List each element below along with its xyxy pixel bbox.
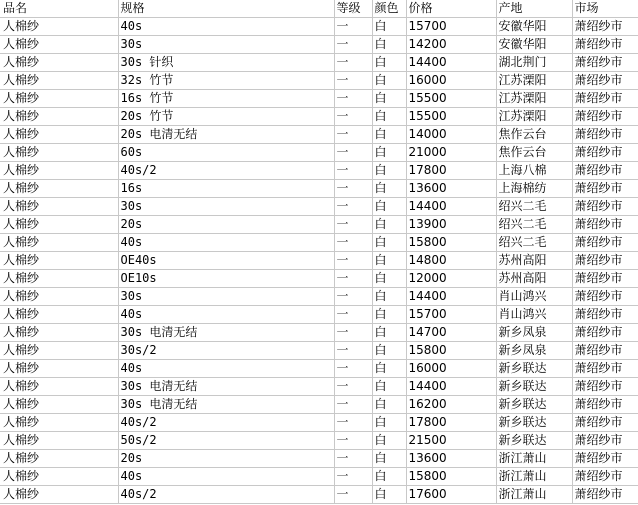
cell-origin[interactable]: 肖山鸿兴 xyxy=(496,306,572,324)
table-row xyxy=(0,72,638,90)
cell-spec[interactable]: 20s 电清无结 xyxy=(118,126,334,144)
cell-price[interactable]: 14700 xyxy=(406,324,496,342)
cell-spec[interactable]: 30s 针织 xyxy=(118,54,334,72)
cell-spec[interactable]: 30s xyxy=(118,288,334,306)
cell-color[interactable]: 白 xyxy=(372,306,406,324)
cell-grade[interactable]: 一 xyxy=(334,306,372,324)
cell-origin[interactable]: 江苏溧阳 xyxy=(496,90,572,108)
table-row xyxy=(0,468,638,486)
cell-spec[interactable]: 30s 电清无结 xyxy=(118,396,334,414)
cell-color[interactable]: 白 xyxy=(372,162,406,180)
cell-name[interactable]: 人棉纱 xyxy=(0,486,118,504)
cell-name[interactable]: 人棉纱 xyxy=(0,360,118,378)
cell-market[interactable]: 萧绍纱市 xyxy=(572,414,638,432)
cell-origin[interactable]: 新乡联达 xyxy=(496,396,572,414)
cell-color[interactable]: 白 xyxy=(372,432,406,450)
cell-market[interactable]: 萧绍纱市 xyxy=(572,288,638,306)
cell-color[interactable]: 白 xyxy=(372,144,406,162)
header-market[interactable]: 市场 xyxy=(572,0,638,18)
table-row xyxy=(0,270,638,288)
cell-price[interactable]: 14800 xyxy=(406,252,496,270)
cell-price[interactable]: 16000 xyxy=(406,360,496,378)
cell-origin[interactable]: 焦作云台 xyxy=(496,126,572,144)
cell-price[interactable]: 21500 xyxy=(406,432,496,450)
cell-spec[interactable]: 40s/2 xyxy=(118,486,334,504)
cell-spec[interactable]: 20s xyxy=(118,216,334,234)
cell-spec[interactable]: 40s xyxy=(118,360,334,378)
cell-origin[interactable]: 上海棉纺 xyxy=(496,180,572,198)
cell-name[interactable]: 人棉纱 xyxy=(0,90,118,108)
cell-color[interactable]: 白 xyxy=(372,126,406,144)
cell-color[interactable]: 白 xyxy=(372,108,406,126)
cell-name[interactable]: 人棉纱 xyxy=(0,432,118,450)
cell-color[interactable]: 白 xyxy=(372,252,406,270)
cell-spec[interactable]: 40s xyxy=(118,468,334,486)
cell-grade[interactable]: 一 xyxy=(334,450,372,468)
table-row xyxy=(0,162,638,180)
cell-origin[interactable]: 绍兴二毛 xyxy=(496,198,572,216)
cell-grade[interactable]: 一 xyxy=(334,18,372,36)
cell-color[interactable]: 白 xyxy=(372,216,406,234)
cell-name[interactable]: 人棉纱 xyxy=(0,216,118,234)
cell-price[interactable]: 17800 xyxy=(406,414,496,432)
cell-origin[interactable]: 江苏溧阳 xyxy=(496,72,572,90)
cell-grade[interactable]: 一 xyxy=(334,378,372,396)
table-body xyxy=(0,18,638,504)
cell-market[interactable]: 萧绍纱市 xyxy=(572,450,638,468)
cell-price[interactable]: 17800 xyxy=(406,162,496,180)
cell-price[interactable]: 16000 xyxy=(406,72,496,90)
cell-color[interactable]: 白 xyxy=(372,324,406,342)
cell-price[interactable]: 14400 xyxy=(406,54,496,72)
table-row xyxy=(0,378,638,396)
table-row xyxy=(0,180,638,198)
table-row xyxy=(0,396,638,414)
cell-origin[interactable]: 浙江萧山 xyxy=(496,450,572,468)
cell-name[interactable]: 人棉纱 xyxy=(0,162,118,180)
cell-name[interactable]: 人棉纱 xyxy=(0,72,118,90)
cell-market[interactable]: 萧绍纱市 xyxy=(572,180,638,198)
cell-price[interactable]: 14400 xyxy=(406,198,496,216)
cell-grade[interactable]: 一 xyxy=(334,468,372,486)
cell-origin[interactable]: 焦作云台 xyxy=(496,144,572,162)
cell-market[interactable]: 萧绍纱市 xyxy=(572,252,638,270)
cell-grade[interactable]: 一 xyxy=(334,72,372,90)
cell-name[interactable]: 人棉纱 xyxy=(0,180,118,198)
cell-price[interactable]: 13900 xyxy=(406,216,496,234)
table-row xyxy=(0,432,638,450)
cell-name[interactable]: 人棉纱 xyxy=(0,36,118,54)
cell-origin[interactable]: 肖山鸿兴 xyxy=(496,288,572,306)
cell-name[interactable]: 人棉纱 xyxy=(0,378,118,396)
table-row xyxy=(0,216,638,234)
cell-price[interactable]: 15800 xyxy=(406,468,496,486)
cell-market[interactable]: 萧绍纱市 xyxy=(572,162,638,180)
cell-market[interactable]: 萧绍纱市 xyxy=(572,432,638,450)
cell-color[interactable]: 白 xyxy=(372,90,406,108)
cell-market[interactable]: 萧绍纱市 xyxy=(572,144,638,162)
cell-market[interactable]: 萧绍纱市 xyxy=(572,36,638,54)
table-row xyxy=(0,234,638,252)
header-origin[interactable]: 产地 xyxy=(496,0,572,18)
cell-grade[interactable]: 一 xyxy=(334,324,372,342)
cell-spec[interactable]: 40s/2 xyxy=(118,162,334,180)
cell-market[interactable]: 萧绍纱市 xyxy=(572,396,638,414)
cell-origin[interactable]: 浙江萧山 xyxy=(496,486,572,504)
cell-spec[interactable]: 30s/2 xyxy=(118,342,334,360)
cell-market[interactable]: 萧绍纱市 xyxy=(572,216,638,234)
table-row xyxy=(0,486,638,504)
cell-price[interactable]: 13600 xyxy=(406,450,496,468)
cell-price[interactable]: 15800 xyxy=(406,342,496,360)
cell-grade[interactable]: 一 xyxy=(334,126,372,144)
cell-market[interactable]: 萧绍纱市 xyxy=(572,126,638,144)
cell-market[interactable]: 萧绍纱市 xyxy=(572,306,638,324)
cell-market[interactable]: 萧绍纱市 xyxy=(572,270,638,288)
cell-price[interactable]: 14400 xyxy=(406,378,496,396)
header-grade[interactable]: 等级 xyxy=(334,0,372,18)
cell-spec[interactable]: 40s xyxy=(118,306,334,324)
cell-market[interactable]: 萧绍纱市 xyxy=(572,234,638,252)
cell-grade[interactable]: 一 xyxy=(334,144,372,162)
cell-origin[interactable]: 新乡凤泉 xyxy=(496,324,572,342)
cell-name[interactable]: 人棉纱 xyxy=(0,252,118,270)
cell-price[interactable]: 14400 xyxy=(406,288,496,306)
cell-spec[interactable]: 50s/2 xyxy=(118,432,334,450)
cell-origin[interactable]: 上海八棉 xyxy=(496,162,572,180)
cell-color[interactable]: 白 xyxy=(372,270,406,288)
cell-spec[interactable]: 16s xyxy=(118,180,334,198)
cell-grade[interactable]: 一 xyxy=(334,396,372,414)
cell-name[interactable]: 人棉纱 xyxy=(0,396,118,414)
cell-price[interactable]: 16200 xyxy=(406,396,496,414)
cell-grade[interactable]: 一 xyxy=(334,216,372,234)
cell-market[interactable]: 萧绍纱市 xyxy=(572,486,638,504)
table-row xyxy=(0,198,638,216)
cell-market[interactable]: 萧绍纱市 xyxy=(572,54,638,72)
cell-spec[interactable]: 40s/2 xyxy=(118,414,334,432)
cell-origin[interactable]: 新乡联达 xyxy=(496,414,572,432)
cell-origin[interactable]: 新乡凤泉 xyxy=(496,342,572,360)
cell-origin[interactable]: 绍兴二毛 xyxy=(496,216,572,234)
cell-color[interactable]: 白 xyxy=(372,342,406,360)
cell-spec[interactable]: 60s xyxy=(118,144,334,162)
cell-grade[interactable]: 一 xyxy=(334,414,372,432)
cell-spec[interactable]: 30s 电清无结 xyxy=(118,378,334,396)
cell-origin[interactable]: 苏州高阳 xyxy=(496,270,572,288)
cell-name[interactable]: 人棉纱 xyxy=(0,18,118,36)
cell-origin[interactable]: 安徽华阳 xyxy=(496,18,572,36)
cell-grade[interactable]: 一 xyxy=(334,252,372,270)
cell-price[interactable]: 15500 xyxy=(406,108,496,126)
cell-price[interactable]: 15500 xyxy=(406,90,496,108)
cell-market[interactable]: 萧绍纱市 xyxy=(572,342,638,360)
cell-market[interactable]: 萧绍纱市 xyxy=(572,108,638,126)
cell-name[interactable]: 人棉纱 xyxy=(0,234,118,252)
cell-spec[interactable]: 20s 竹节 xyxy=(118,108,334,126)
cell-grade[interactable]: 一 xyxy=(334,234,372,252)
cell-grade[interactable]: 一 xyxy=(334,342,372,360)
cell-color[interactable]: 白 xyxy=(372,36,406,54)
cell-spec[interactable]: 40s xyxy=(118,18,334,36)
table-row xyxy=(0,144,638,162)
table-row xyxy=(0,90,638,108)
table-row xyxy=(0,414,638,432)
cell-price[interactable]: 15700 xyxy=(406,18,496,36)
cell-name[interactable]: 人棉纱 xyxy=(0,270,118,288)
cell-color[interactable]: 白 xyxy=(372,72,406,90)
cell-origin[interactable]: 苏州高阳 xyxy=(496,252,572,270)
cell-price[interactable]: 21000 xyxy=(406,144,496,162)
cell-name[interactable]: 人棉纱 xyxy=(0,414,118,432)
table-row xyxy=(0,360,638,378)
cell-color[interactable]: 白 xyxy=(372,54,406,72)
table-row xyxy=(0,306,638,324)
table-row xyxy=(0,450,638,468)
cell-market[interactable]: 萧绍纱市 xyxy=(572,468,638,486)
cell-name[interactable]: 人棉纱 xyxy=(0,342,118,360)
cell-grade[interactable]: 一 xyxy=(334,180,372,198)
cell-spec[interactable]: 20s xyxy=(118,450,334,468)
cell-color[interactable]: 白 xyxy=(372,468,406,486)
cell-origin[interactable]: 绍兴二毛 xyxy=(496,234,572,252)
cell-spec[interactable]: 32s 竹节 xyxy=(118,72,334,90)
cell-origin[interactable]: 浙江萧山 xyxy=(496,468,572,486)
cell-color[interactable]: 白 xyxy=(372,396,406,414)
cell-name[interactable]: 人棉纱 xyxy=(0,198,118,216)
cell-grade[interactable]: 一 xyxy=(334,288,372,306)
cell-name[interactable]: 人棉纱 xyxy=(0,54,118,72)
cell-color[interactable]: 白 xyxy=(372,414,406,432)
cell-color[interactable]: 白 xyxy=(372,18,406,36)
cell-grade[interactable]: 一 xyxy=(334,486,372,504)
table-row xyxy=(0,126,638,144)
cell-name[interactable]: 人棉纱 xyxy=(0,126,118,144)
cell-name[interactable]: 人棉纱 xyxy=(0,288,118,306)
cell-color[interactable]: 白 xyxy=(372,378,406,396)
cell-price[interactable]: 15700 xyxy=(406,306,496,324)
cell-origin[interactable]: 新乡联达 xyxy=(496,378,572,396)
cell-market[interactable]: 萧绍纱市 xyxy=(572,90,638,108)
table-row xyxy=(0,36,638,54)
table-row xyxy=(0,288,638,306)
cell-grade[interactable]: 一 xyxy=(334,36,372,54)
table-row xyxy=(0,18,638,36)
cell-spec[interactable]: 30s xyxy=(118,36,334,54)
cell-spec[interactable]: 40s xyxy=(118,234,334,252)
cell-grade[interactable]: 一 xyxy=(334,432,372,450)
cell-market[interactable]: 萧绍纱市 xyxy=(572,360,638,378)
cell-color[interactable]: 白 xyxy=(372,288,406,306)
table-row xyxy=(0,108,638,126)
cell-origin[interactable]: 新乡联达 xyxy=(496,432,572,450)
cell-color[interactable]: 白 xyxy=(372,360,406,378)
cell-spec[interactable]: OE40s xyxy=(118,252,334,270)
header-spec[interactable]: 规格 xyxy=(118,0,334,18)
cell-spec[interactable]: 16s 竹节 xyxy=(118,90,334,108)
cell-color[interactable]: 白 xyxy=(372,486,406,504)
cell-price[interactable]: 17600 xyxy=(406,486,496,504)
cell-grade[interactable]: 一 xyxy=(334,90,372,108)
header-row xyxy=(0,0,638,18)
cell-price[interactable]: 14000 xyxy=(406,126,496,144)
cell-color[interactable]: 白 xyxy=(372,450,406,468)
cell-grade[interactable]: 一 xyxy=(334,108,372,126)
table-row xyxy=(0,324,638,342)
cell-grade[interactable]: 一 xyxy=(334,162,372,180)
cell-color[interactable]: 白 xyxy=(372,234,406,252)
header-name[interactable]: 品名 xyxy=(0,0,118,18)
cell-grade[interactable]: 一 xyxy=(334,270,372,288)
cell-color[interactable]: 白 xyxy=(372,180,406,198)
cell-name[interactable]: 人棉纱 xyxy=(0,306,118,324)
cell-name[interactable]: 人棉纱 xyxy=(0,108,118,126)
header-color[interactable]: 颜色 xyxy=(372,0,406,18)
cell-name[interactable]: 人棉纱 xyxy=(0,144,118,162)
cell-price[interactable]: 14200 xyxy=(406,36,496,54)
cell-market[interactable]: 萧绍纱市 xyxy=(572,378,638,396)
cell-spec[interactable]: 30s xyxy=(118,198,334,216)
cell-origin[interactable]: 湖北荆门 xyxy=(496,54,572,72)
table-row xyxy=(0,252,638,270)
cell-origin[interactable]: 江苏溧阳 xyxy=(496,108,572,126)
cell-origin[interactable]: 安徽华阳 xyxy=(496,36,572,54)
cell-market[interactable]: 萧绍纱市 xyxy=(572,18,638,36)
cell-name[interactable]: 人棉纱 xyxy=(0,468,118,486)
cell-grade[interactable]: 一 xyxy=(334,54,372,72)
cell-origin[interactable]: 新乡联达 xyxy=(496,360,572,378)
table-row xyxy=(0,54,638,72)
table-row xyxy=(0,342,638,360)
cell-name[interactable]: 人棉纱 xyxy=(0,450,118,468)
cell-spec[interactable]: OE10s xyxy=(118,270,334,288)
cell-market[interactable]: 萧绍纱市 xyxy=(572,324,638,342)
header-price[interactable]: 价格 xyxy=(406,0,496,18)
cell-price[interactable]: 15800 xyxy=(406,234,496,252)
cell-price[interactable]: 13600 xyxy=(406,180,496,198)
cell-grade[interactable]: 一 xyxy=(334,360,372,378)
cell-market[interactable]: 萧绍纱市 xyxy=(572,72,638,90)
cell-color[interactable]: 白 xyxy=(372,198,406,216)
cell-market[interactable]: 萧绍纱市 xyxy=(572,198,638,216)
cell-spec[interactable]: 30s 电清无结 xyxy=(118,324,334,342)
cell-name[interactable]: 人棉纱 xyxy=(0,324,118,342)
cell-price[interactable]: 12000 xyxy=(406,270,496,288)
cell-grade[interactable]: 一 xyxy=(334,198,372,216)
